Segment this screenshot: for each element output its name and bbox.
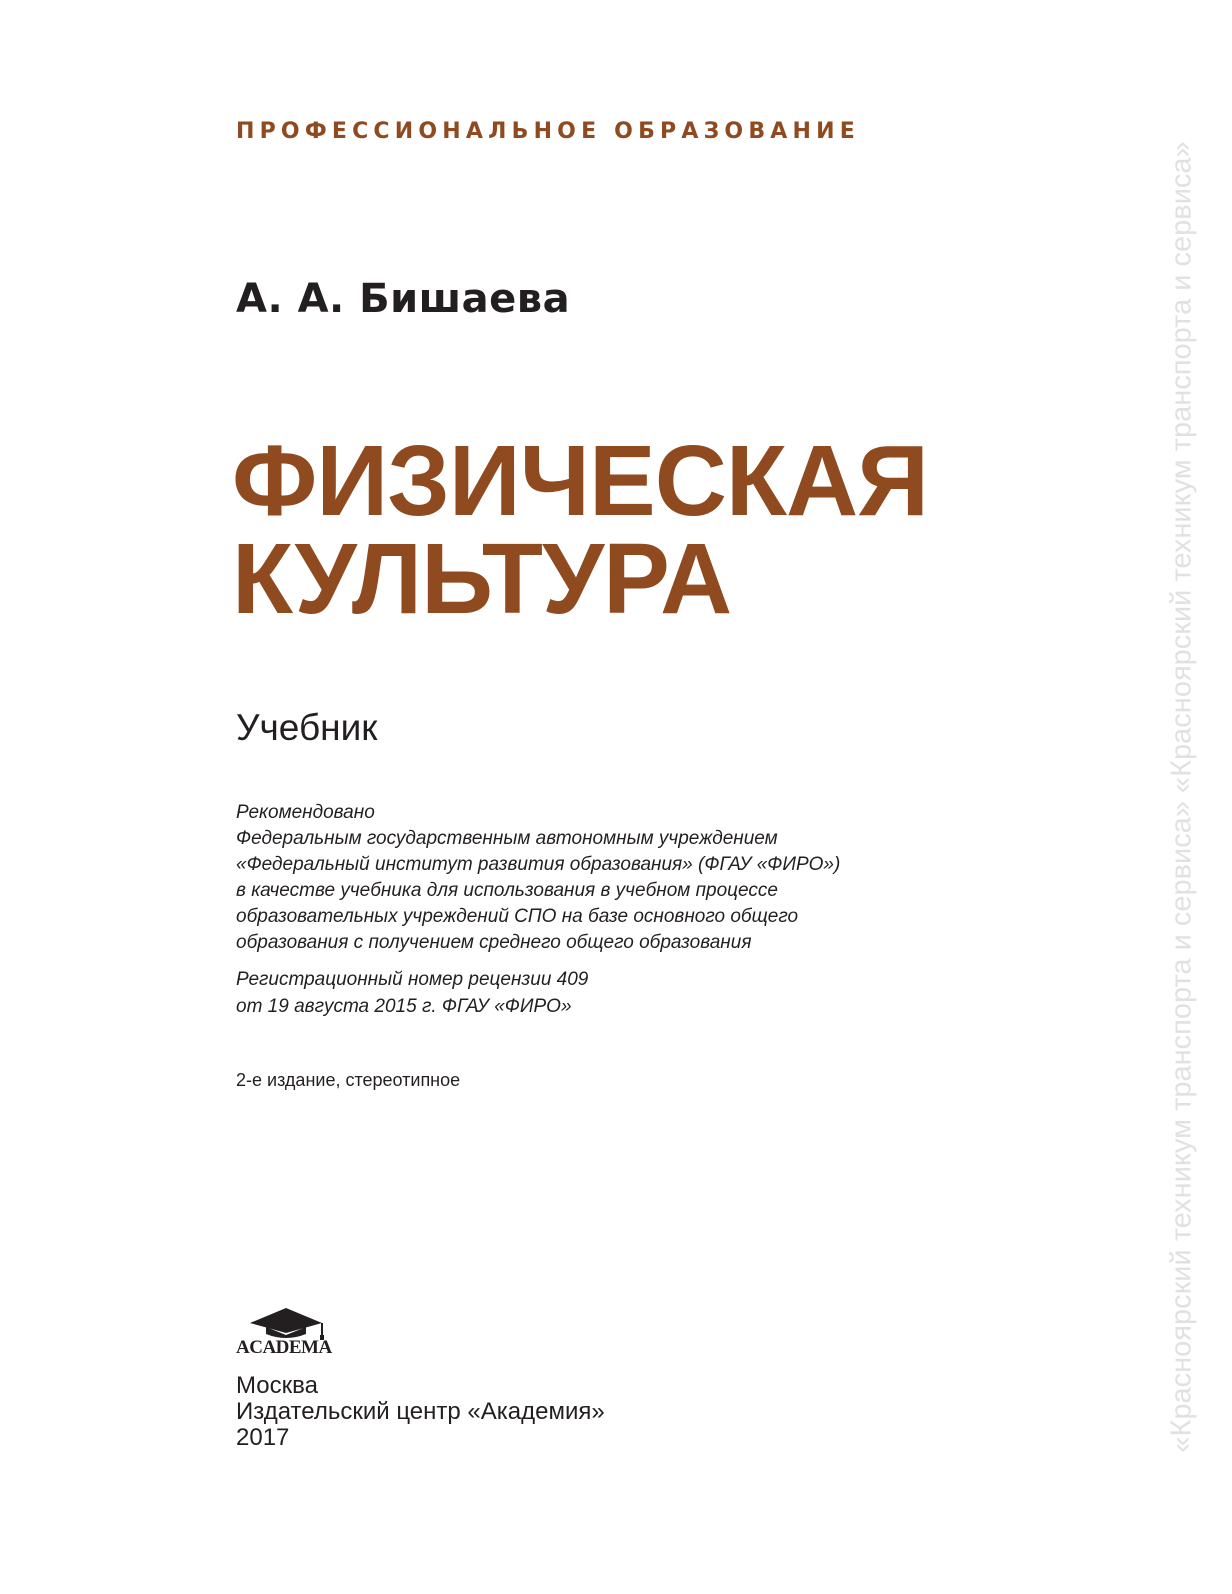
recommendation-line: Рекомендовано xyxy=(236,802,375,823)
recommendation-block xyxy=(236,800,840,956)
recommendation-line: Федеральным государственным автономным учреждением xyxy=(236,828,778,849)
series-name: ПРОФЕССИОНАЛЬНОЕ ОБРАЗОВАНИЕ xyxy=(236,119,860,144)
edition-note: 2-е издание, стереотипное xyxy=(236,1070,461,1090)
library-watermark: «Красноярский техникум транспорта и сервиса» «Красноярский техникум транспорта и сервиса» xyxy=(1165,141,1198,1453)
imprint-publisher: Издательский центр «Академия» xyxy=(236,1398,605,1425)
registration-line: Регистрационный номер рецензии 409 xyxy=(236,969,589,990)
book-title-line-1: ФИЗИЧЕСКАЯ xyxy=(232,425,929,537)
book-title-line-2: КУЛЬТУРА xyxy=(232,523,732,635)
recommendation-line: в качестве учебника для использования в учебном процессе xyxy=(236,880,778,901)
recommendation-line: образования с получением среднего общего образования xyxy=(236,932,752,953)
publisher-logo-text: ACADEMA xyxy=(236,1337,332,1358)
imprint-year: 2017 xyxy=(236,1424,290,1451)
recommendation-line: образовательных учреждений СПО на базе основного общего xyxy=(236,906,799,927)
imprint-block xyxy=(236,1373,605,1451)
imprint-city: Москва xyxy=(236,1372,318,1399)
registration-block xyxy=(236,966,588,1020)
book-title xyxy=(232,425,929,635)
recommendation-line: «Федеральный институт развития образования» (ФГАУ «ФИРО») xyxy=(236,854,841,875)
author-name: А. А. Бишаева xyxy=(236,276,571,322)
book-subtitle: Учебник xyxy=(236,707,378,748)
registration-line: от 19 августа 2015 г. ФГАУ «ФИРО» xyxy=(236,996,572,1017)
publisher-logo xyxy=(236,1306,340,1362)
